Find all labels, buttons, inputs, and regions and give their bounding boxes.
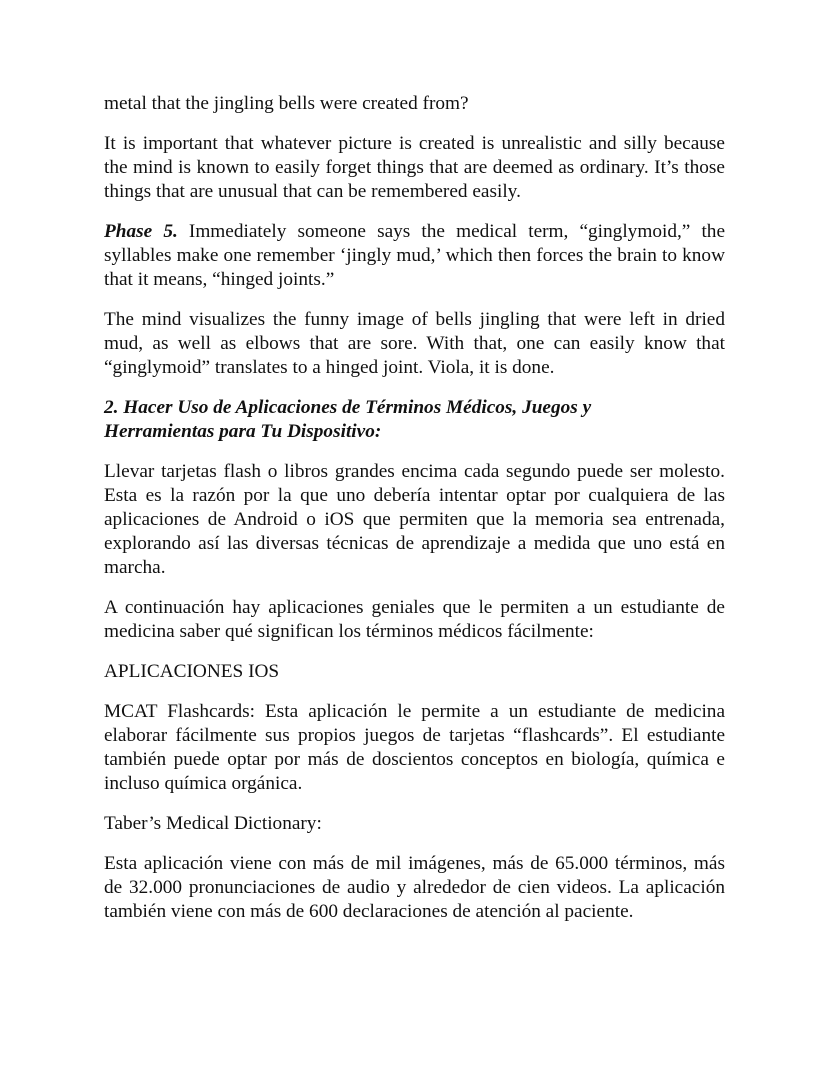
paragraph: MCAT Flashcards: Esta aplicación le permite a un estudiante de medicina elaborar fácilmente sus propios juegos de tarjetas “flashcards”. El estudiante también puede optar por más de doscientos conceptos en biología, química e incluso química orgánica. xyxy=(104,701,725,794)
paragraph-text: Immediately someone says the medical term, “ginglymoid,” the syllables make one remember ‘jingly mud,’ which then forces the brain to know that it means, “hinged joints.” xyxy=(104,221,726,290)
phase-label: Phase 5. xyxy=(104,221,178,242)
paragraph: metal that the jingling bells were created from? xyxy=(104,93,469,114)
document-page xyxy=(104,92,725,940)
paragraph xyxy=(104,220,725,292)
paragraph: The mind visualizes the funny image of bells jingling that were left in dried mud, as well as elbows that are sore. With that, one can easily know that “ginglymoid” translates to a hinged joint. Viola, it is done. xyxy=(104,309,725,378)
heading-line: 2. Hacer Uso de Aplicaciones de Términos Médicos, Juegos y xyxy=(104,397,592,418)
paragraph: Llevar tarjetas flash o libros grandes encima cada segundo puede ser molesto. Esta es la razón por la que uno debería intentar optar por cualquiera de las aplicaciones de Android o iOS que permiten que la memoria sea entrenada, explorando así las diversas técnicas de aprendizaje a medida que uno está en marcha. xyxy=(104,461,725,578)
heading-line: Herramientas para Tu Dispositivo: xyxy=(104,421,382,442)
subheading: APLICACIONES IOS xyxy=(104,661,280,682)
paragraph: Esta aplicación viene con más de mil imágenes, más de 65.000 términos, más de 32.000 pronunciaciones de audio y alrededor de cien videos. La aplicación también viene con más de 600 declaraciones de atención al paciente. xyxy=(104,853,725,922)
paragraph: Taber’s Medical Dictionary: xyxy=(104,813,322,834)
section-heading xyxy=(104,396,725,444)
paragraph: It is important that whatever picture is created is unrealistic and silly because the mind is known to easily forget things that are deemed as ordinary. It’s those things that are unusual that can be remembered easily. xyxy=(104,133,725,202)
paragraph: A continuación hay aplicaciones geniales que le permiten a un estudiante de medicina saber qué significan los términos médicos fácilmente: xyxy=(104,597,725,642)
